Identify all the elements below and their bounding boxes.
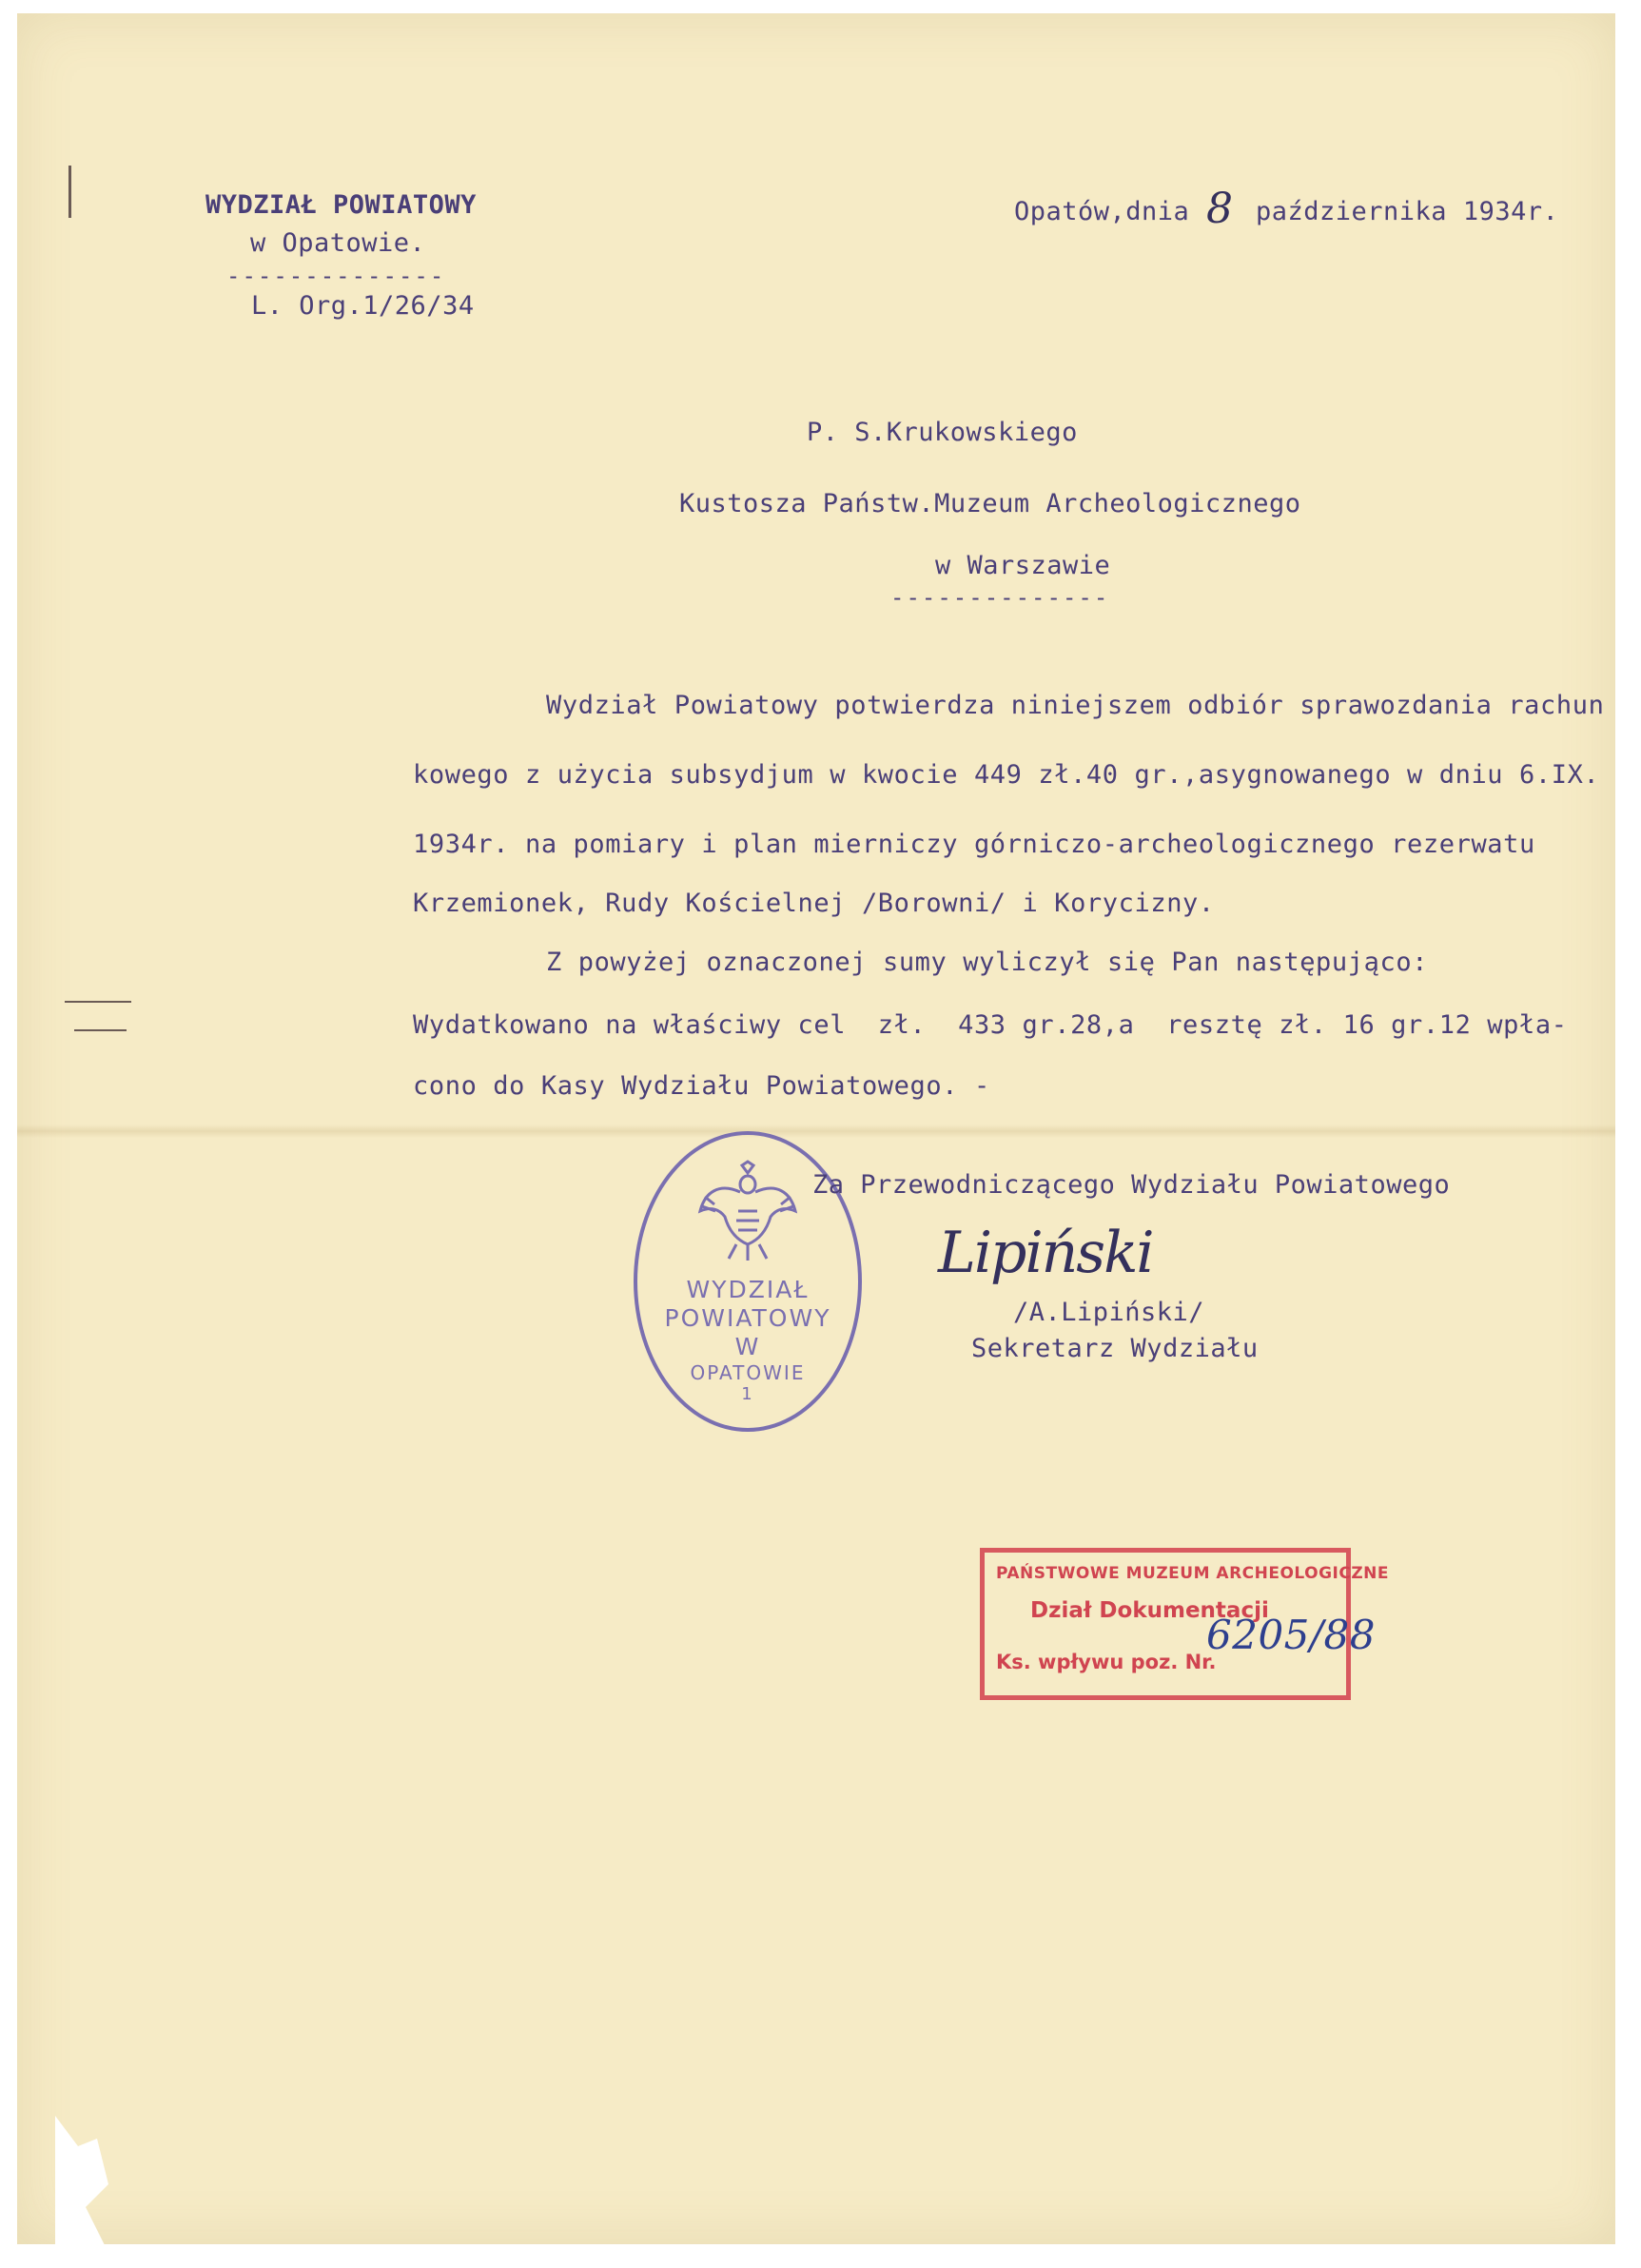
body-line: Z powyżej oznaczonej sumy wyliczył się Pan następująco: [546, 948, 1429, 977]
body-line: Wydział Powiatowy potwierdza niniejszem odbiór sprawozdania rachun [546, 691, 1605, 720]
signature-for-line: Za Przewodniczącego Wydziału Powiatowego [812, 1170, 1451, 1200]
stamp-line: W [734, 1333, 761, 1360]
body-line: kowego z użycia subsydjum w kwocie 449 zł.40 gr.,asygnowanego w dniu 6.IX. [413, 760, 1600, 790]
recipient-title: Kustosza Państw.Muzeum Archeologicznego [679, 489, 1301, 518]
body-line: cono do Kasy Wydziału Powiatowego. - [413, 1071, 990, 1101]
eagle-emblem-icon [691, 1154, 805, 1268]
body-line: Wydatkowano na właściwy cel zł. 433 gr.28,a resztę zł. 16 gr.12 wpła- [413, 1010, 1568, 1040]
date-day-handwritten: 8 [1206, 185, 1234, 233]
recipient-divider: -------------- [890, 584, 1110, 611]
registry-number-handwritten: 6205/88 [1206, 1612, 1376, 1658]
reference-number: L. Org.1/26/34 [251, 291, 475, 321]
margin-mark [65, 1001, 131, 1003]
header-divider: -------------- [226, 263, 446, 289]
date-month-year: października 1934r. [1256, 197, 1559, 226]
torn-corner [55, 2116, 131, 2268]
registry-stamp-entry-label: Ks. wpływu poz. Nr. [996, 1651, 1217, 1673]
office-name: WYDZIAŁ POWIATOWY [205, 190, 477, 220]
signatory-title: Sekretarz Wydziału [971, 1334, 1259, 1363]
registry-stamp-department: Dział Dokumentacji [1030, 1598, 1269, 1623]
stamp-line: WYDZIAŁ [686, 1276, 810, 1303]
place-date-prefix: Opatów,dnia [1014, 197, 1190, 226]
document-page [17, 13, 1615, 2244]
stamp-line: POWIATOWY [664, 1304, 831, 1332]
paper-fold [17, 1124, 1615, 1138]
body-line: 1934r. na pomiary i plan mierniczy górniczo-archeologicznego rezerwatu [413, 830, 1535, 859]
body-line: Krzemionek, Rudy Kościelnej /Borowni/ i Korycizny. [413, 889, 1215, 918]
office-location: w Opatowie. [250, 228, 426, 258]
margin-mark [74, 1029, 127, 1031]
stamp-line: OPATOWIE [690, 1361, 806, 1384]
recipient-city: w Warszawie [935, 551, 1111, 580]
stamp-line: 1 [741, 1384, 754, 1404]
registry-stamp-institution: PAŃSTWOWE MUZEUM ARCHEOLOGICZNE [996, 1564, 1390, 1583]
signatory-name: /A.Lipiński/ [1013, 1298, 1205, 1327]
recipient-name: P. S.Krukowskiego [807, 418, 1078, 447]
margin-mark [68, 166, 71, 218]
handwritten-signature: Lipiński [938, 1220, 1153, 1286]
